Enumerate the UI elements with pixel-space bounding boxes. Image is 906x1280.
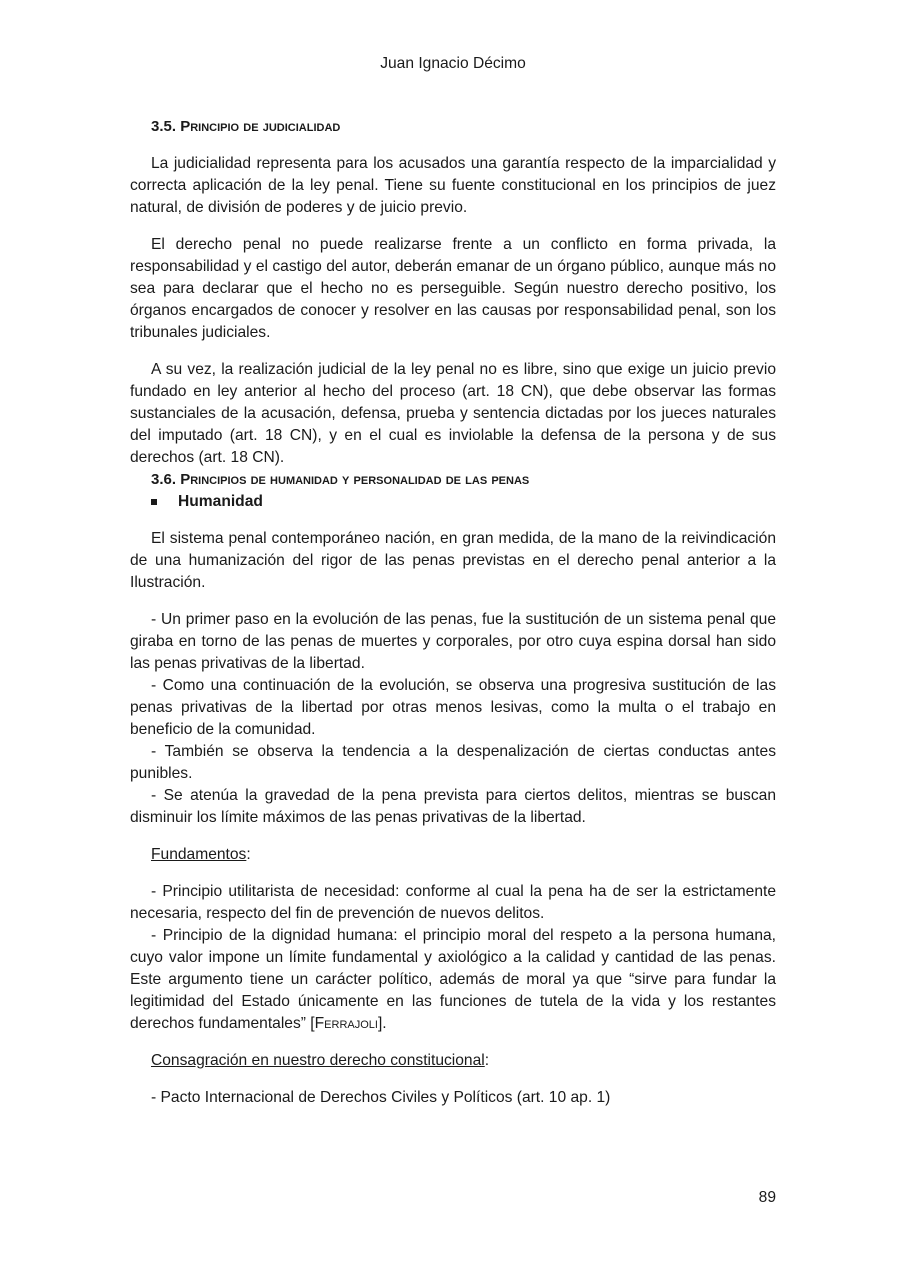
list-item bbox=[130, 925, 776, 1035]
fundamentos-heading: Fundamentos: bbox=[151, 846, 251, 863]
section-title: Principios de humanidad y personalidad de las penas bbox=[180, 471, 530, 488]
consagracion-label: Consagración en nuestro derecho constitucional bbox=[151, 1052, 485, 1069]
list-item-text: - Principio de la dignidad humana: el principio moral del respeto a la persona humana, cuyo valor impone un límite fundamental y axiológico a la calidad y cantidad de las penas. Este argumento tiene un carácter político, además de moral ya que “sirve para fundar la legitimidad del Estado únicamente en las funciones de tutela de la vida y los restantes derechos fundamentales” [ bbox=[130, 927, 776, 1032]
list-item: - Pacto Internacional de Derechos Civiles y Políticos (art. 10 ap. 1) bbox=[151, 1089, 611, 1106]
square-bullet-icon bbox=[151, 499, 157, 505]
page-number: 89 bbox=[758, 1189, 776, 1206]
section-heading-3-6 bbox=[130, 469, 776, 491]
paragraph: A su vez, la realización judicial de la ley penal no es libre, sino que exige un juicio previo fundado en ley anterior al hecho del proceso (art. 18 CN), que debe observar las formas sustanciales de la acusación, defensa, prueba y sentencia dictadas por los jueces naturales del imputado (art. 18 CN), y en el cual es inviolable la defensa de la persona y de sus derechos (art. 18 CN). bbox=[130, 361, 776, 466]
running-header: Juan Ignacio Décimo bbox=[380, 55, 526, 72]
list-item: - Un primer paso en la evolución de las penas, fue la sustitución de un sistema penal que giraba en torno de las penas de muertes y corporales, por otro cuya espina dorsal han sido las penas privativas de la libertad. bbox=[130, 611, 776, 672]
section-number: 3.5. bbox=[151, 118, 177, 135]
paragraph: El derecho penal no puede realizarse frente a un conflicto en forma privada, la responsabilidad y el castigo del autor, deberán emanar de un órgano público, aunque más no sea para declarar que el hecho no es perseguible. Según nuestro derecho positivo, los órganos encargados de conocer y resolver en las causas por responsabilidad penal, son los tribunales judiciales. bbox=[130, 236, 776, 341]
list-item: - Como una continuación de la evolución, se observa una progresiva sustitución de las penas privativas de la libertad por otras menos lesivas, como la multa o el trabajo en beneficio de la comunidad. bbox=[130, 677, 776, 738]
consagracion-heading: Consagración en nuestro derecho constitucional: bbox=[151, 1052, 490, 1069]
section-heading-3-5 bbox=[130, 116, 776, 138]
list-item: - Se atenúa la gravedad de la pena prevista para ciertos delitos, mientras se buscan disminuir los límite máximos de las penas privativas de la libertad. bbox=[130, 787, 776, 826]
section-title: Principio de judicialidad bbox=[180, 118, 341, 135]
citation-close: ]. bbox=[377, 1015, 387, 1032]
paragraph: El sistema penal contemporáneo nación, en gran medida, de la mano de la reivindicación de una humanización del rigor de las penas previstas en el derecho penal anterior a la Ilustración. bbox=[130, 530, 776, 591]
section-number: 3.6. bbox=[151, 471, 177, 488]
citation-author: Ferrajoli bbox=[314, 1015, 378, 1032]
page-body bbox=[130, 116, 776, 1109]
bullet-heading bbox=[130, 491, 776, 513]
list-item: - Principio utilitarista de necesidad: conforme al cual la pena ha de ser la estrictamente necesaria, respecto del fin de prevención de nuevos delitos. bbox=[130, 883, 776, 922]
fundamentos-label: Fundamentos bbox=[151, 846, 247, 863]
bullet-label: Humanidad bbox=[178, 493, 263, 510]
paragraph: La judicialidad representa para los acusados una garantía respecto de la imparcialidad y correcta aplicación de la ley penal. Tiene su fuente constitucional en los principios de juez natural, de división de poderes y de juicio previo. bbox=[130, 155, 776, 216]
list-item: - También se observa la tendencia a la despenalización de ciertas conductas antes punibles. bbox=[130, 743, 776, 782]
